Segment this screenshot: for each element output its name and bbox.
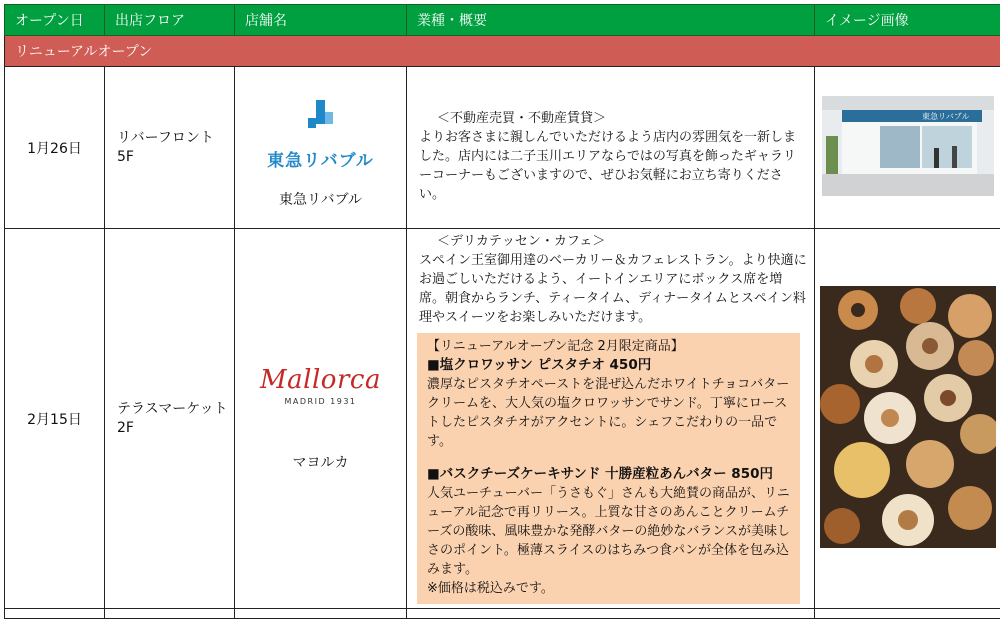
header-image: イメージ画像 — [815, 5, 1000, 36]
section-row — [5, 36, 1000, 67]
shop-cell — [235, 229, 407, 609]
promo-title: 【リニューアルオープン記念 2月限定商品】 — [427, 337, 792, 356]
mallorca-logo — [235, 365, 406, 406]
promo-item1-desc: 濃厚なピスタチオペーストを混ぜ込んだホワイトチョコバタークリームを、大人気の塩クロワッサンでサンド。丁寧にローストしたピスタチオがアクセントに。シェフこだわりの一品です。 — [427, 375, 792, 451]
floor-cell: リバーフロント 5F — [105, 67, 235, 229]
store-sign-text: 東急リバブル — [922, 111, 969, 121]
shop-name: 東急リバブル — [235, 189, 406, 209]
section-label: リニューアルオープン — [5, 36, 1000, 67]
open-date-cell: 1月26日 — [5, 67, 105, 229]
promo-item2-desc: 人気ユーチューバー「うさもぐ」さんも大絶賛の商品が、リニューアル記念で再リリース。上質な甘さのあんことクリームチーズの酸味、風味豊かな発酵バターの絶妙なバランスが美味しさのポイント。極薄スライスのはちみつ食パンが全体を包み込みます。 — [427, 484, 792, 579]
store-table — [4, 4, 1000, 619]
open-date-cell: 2月15日 — [5, 229, 105, 609]
image-cell — [815, 229, 1000, 609]
header-row — [5, 5, 1000, 36]
store-interior-image — [822, 96, 994, 196]
header-shop: 店舗名 — [235, 5, 407, 36]
header-floor: 出店フロア — [105, 5, 235, 36]
pastry-photo-image — [820, 286, 996, 548]
table-row-partial — [5, 609, 1000, 619]
header-open-date: オープン日 — [5, 5, 105, 36]
empty-cell — [5, 609, 105, 619]
empty-cell — [815, 609, 1000, 619]
shop-cell — [235, 67, 407, 229]
empty-cell — [105, 609, 235, 619]
empty-cell — [235, 609, 407, 619]
promo-box — [417, 333, 800, 604]
table-row — [5, 67, 1000, 229]
empty-cell — [407, 609, 815, 619]
description-cell — [407, 67, 815, 229]
livable-logo-text: 東急リバブル — [235, 146, 406, 171]
header-category: 業種・概要 — [407, 5, 815, 36]
table-row — [5, 229, 1000, 609]
image-cell — [815, 67, 1000, 229]
promo-item2-name: ■バスクチーズケーキサンド 十勝産粒あんバター 850円 — [427, 465, 792, 484]
promo-note: ※価格は税込みです。 — [427, 579, 792, 598]
promo-item1-name: ■塩クロワッサン ピスタチオ 450円 — [427, 356, 792, 375]
description-text: スペイン王室御用達のベーカリー＆カフェレストラン。より快適にお過ごしいただけるよう、イートインエリアにボックス席を増席。朝食からランチ、ティータイム、ディナータイムとスペイン料理やスイーツをお楽しみいただけます。 — [419, 251, 808, 327]
livable-logo — [235, 100, 406, 171]
mallorca-logo-subtext: MADRID 1931 — [235, 397, 406, 406]
shop-name: マヨルカ — [235, 452, 406, 472]
description-text: よりお客さまに親しんでいただけるよう店内の雰囲気を一新しました。店内には二子玉川エリアならではの写真を飾ったギャラリーコーナーもございますので、ぜひお気軽にお立ち寄りください。 — [419, 128, 808, 204]
category-label: ＜デリカテッセン・カフェ＞ — [419, 232, 808, 251]
category-label: ＜不動産売買・不動産賃貸＞ — [419, 109, 808, 128]
livable-mark-icon — [281, 100, 361, 140]
description-cell — [407, 229, 815, 609]
floor-cell: テラスマーケット 2F — [105, 229, 235, 609]
mallorca-logo-text: Mallorca — [235, 365, 406, 395]
